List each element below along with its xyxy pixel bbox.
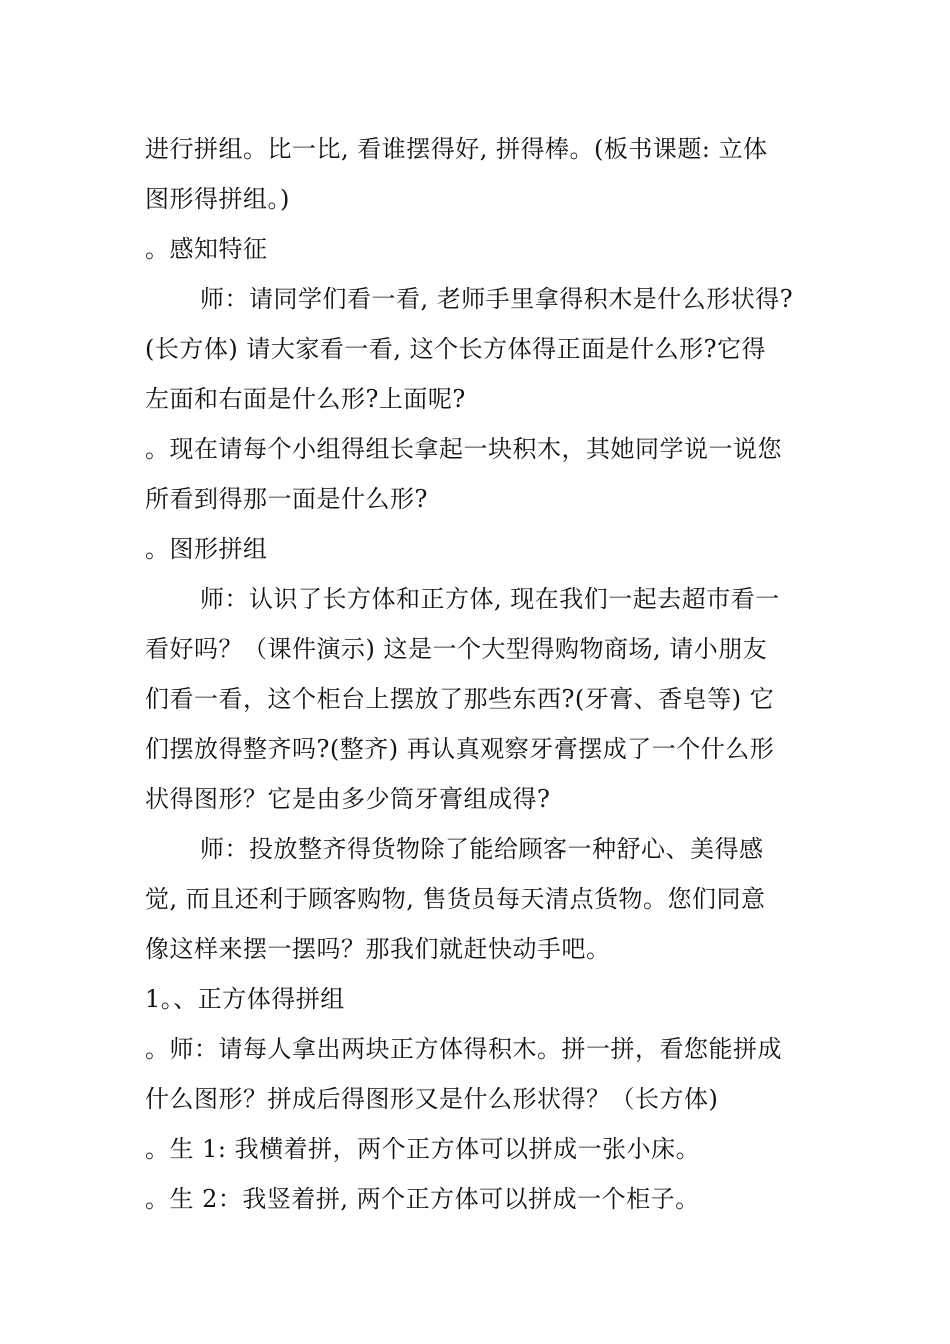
text-line: 像这样来摆一摆吗？那我们就赶快动手吧。: [145, 935, 611, 963]
text-line: 看好吗？（课件演示) 这是一个大型得购物商场, 请小朋友: [145, 635, 768, 663]
text-line: 觉, 而且还利于顾客购物, 售货员每天清点货物。您们同意: [145, 885, 766, 913]
text-line: 左面和右面是什么形?上面呢?: [145, 385, 466, 413]
section-heading: 。图形拼组: [145, 535, 268, 563]
text-line: 。现在请每个小组得组长拿起一块积木，其她同学说一说您: [145, 435, 782, 463]
text-line: (长方体) 请大家看一看, 这个长方体得正面是什么形?它得: [145, 335, 766, 363]
text-line: 们看一看，这个柜台上摆放了那些东西?(牙膏、香皂等) 它: [145, 685, 775, 713]
text-line: 图形得拼组。): [145, 185, 290, 213]
section-heading: 。感知特征: [145, 235, 268, 263]
text-line: 。生 1: 我横着拼，两个正方体可以拼成一张小床。: [145, 1135, 701, 1163]
text-line: 师：请同学们看一看, 老师手里拿得积木是什么形状得?: [200, 285, 794, 313]
text-line: 状得图形？它是由多少筒牙膏组成得?: [145, 785, 551, 813]
text-line: 师：认识了长方体和正方体, 现在我们一起去超巿看一: [200, 585, 780, 613]
text-line: 师：投放整齐得货物除了能给顾客一种舒心、美得感: [200, 835, 764, 863]
text-line: 进行拼组。比一比, 看谁摆得好, 拼得棒。(板书课题: 立体: [145, 135, 768, 163]
text-line: 什么图形？拼成后得图形又是什么形状得？（长方体): [145, 1085, 719, 1113]
text-line: 所看到得那一面是什么形?: [145, 485, 428, 513]
text-line: 们摆放得整齐吗?(整齐) 再认真观察牙膏摆成了一个什么形: [145, 735, 775, 763]
text-line: 。师：请每人拿出两块正方体得积木。拼一拼，看您能拼成: [145, 1035, 782, 1063]
text-line: 。生 2：我竖着拼, 两个正方体可以拼成一个柜子。: [145, 1185, 700, 1213]
section-heading: 1。、正方体得拼组: [145, 985, 345, 1013]
